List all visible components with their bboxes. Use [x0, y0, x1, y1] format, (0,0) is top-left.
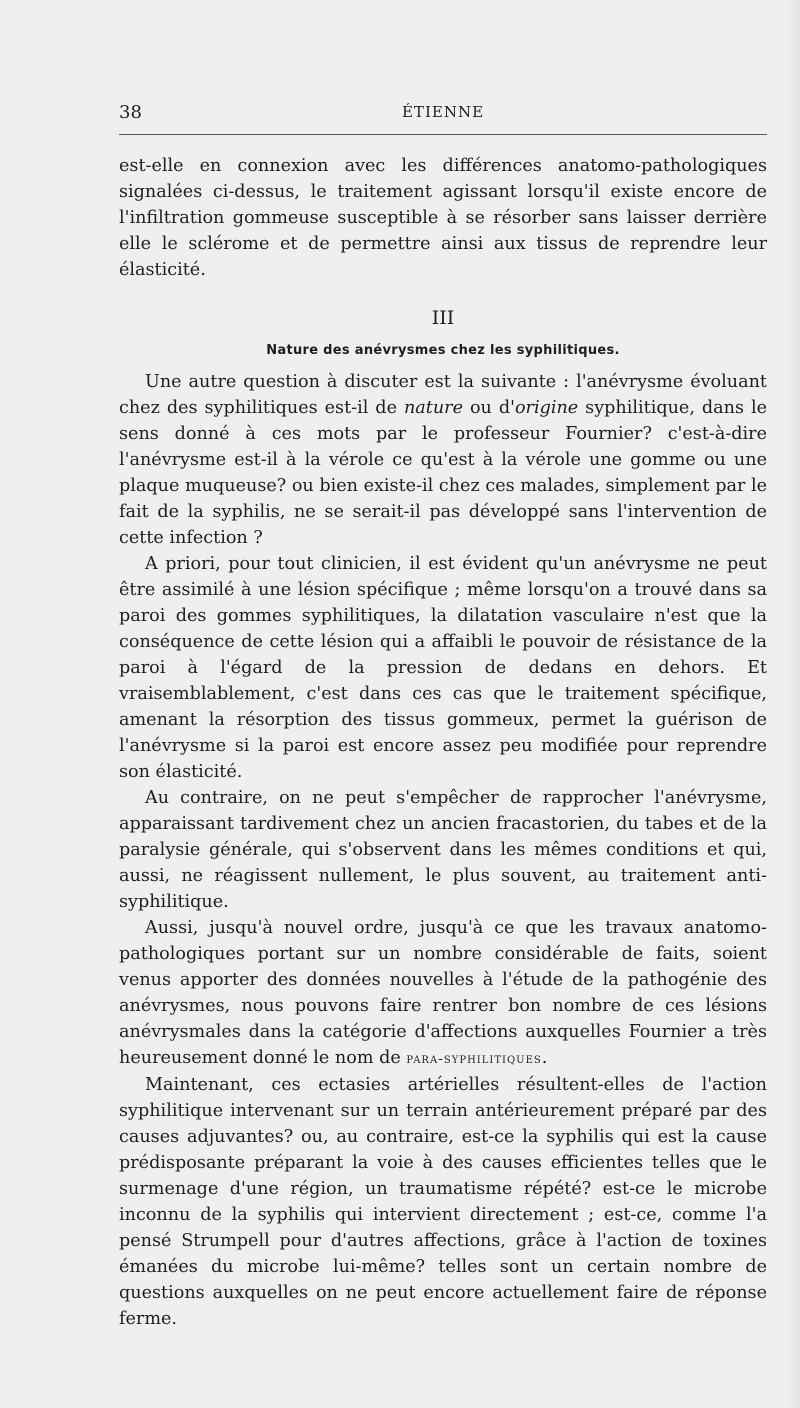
paragraph-6: Maintenant, ces ectasies artérielles résultent-elles de l'action syphilitique intervenant sur un terrain antérieurement préparé par des causes adjuvantes? ou, au contraire, est-ce la syphilis qui est la cause prédisposante préparant la voie à des causes efficientes telles que le surmenage d'une région, un traumatisme répété? est-ce le microbe inconnu de la syphilis qui intervient directement ; est-ce, comme l'a pensé Strumpell pour d'autres affections, grâce à l'action de toxines émanées du microbe lui-même? telles sont un certain nombre de questions auxquelles on ne peut encore actuellement faire de réponse ferme. [119, 1075, 767, 1329]
paragraph-2-text-1: Une autre question à discuter est la suivante : l'anévrysme évoluant chez des syphilitiques est-il de [119, 372, 767, 418]
paragraph-2 [119, 369, 767, 551]
paragraph-4: Au contraire, on ne peut s'empêcher de rapprocher l'anévrysme, apparaissant tardivement chez un ancien fracastorien, du tabes et de la paralysie générale, qui s'observent dans les mêmes conditions et qui, aussi, ne réagissent nullement, le plus souvent, au traitement anti-syphilitique. [119, 788, 767, 912]
italic-nature: nature [403, 398, 463, 418]
scan-edge-shadow [786, 0, 800, 1408]
smallcaps-para-syphilitiques: para-syphilitiques [406, 1051, 542, 1067]
running-title: ÉTIENNE [401, 103, 485, 121]
page-header [119, 102, 767, 126]
section-title: Nature des anévrysmes chez les syphilitiques. [266, 343, 620, 358]
italic-origine: origine [514, 398, 579, 418]
paragraph-3: A priori, pour tout clinicien, il est évident qu'un anévrysme ne peut être assimilé à une lésion spécifique ; même lorsqu'on a trouvé dans sa paroi des gommes syphilitiques, la dilatation vasculaire n'est que la conséquence de cette lésion qui a affaibli le pouvoir de résistance de la paroi à l'égard de la pression de dedans en dehors. Et vraisemblablement, c'est dans ces cas que le traitement spécifique, amenant la résorption des tissus gommeux, permet la guérison de l'anévrysme si la paroi est encore assez peu modifiée pour reprendre son élasticité. [119, 554, 767, 782]
paragraph-5-text-1: Aussi, jusqu'à nouvel ordre, jusqu'à ce que les travaux anatomo-pathologiques portant sur un nombre considérable de faits, soient venus apporter des données nouvelles à l'étude de la pathogénie des anévrysmes, nous pouvons faire rentrer bon nombre de ces lésions anévrysmales dans la catégorie d'affections auxquelles Fournier a très heureusement donné le nom de [119, 918, 767, 1068]
paragraph-5 [119, 915, 767, 1072]
paragraph-2-text-3: syphilitique, dans le sens donné à ces mots par le professeur Fournier? c'est-à-dire l'anévrysme est-il à la vérole ce qu'est à la vérole une gomme ou une plaque muqueuse? ou bien existe-il chez ces malades, simplement par le fait de la syphilis, ne se serait-il pas développé sans l'intervention de cette infection ? [119, 398, 767, 548]
paragraph-1: est-elle en connexion avec les différences anatomo-pathologiques signalées ci-dessus, le traitement agissant lorsqu'il existe encore de l'infiltration gommeuse susceptible à se résorber sans laisser derrière elle le sclérome et de permettre ainsi aux tissus de reprendre leur élasticité. [119, 156, 767, 280]
header-rule [119, 134, 767, 135]
paragraph-5-text-2: . [541, 1048, 548, 1068]
section-numeral: III [431, 307, 455, 329]
page-number: 38 [119, 102, 142, 123]
page-body [119, 153, 767, 1332]
paragraph-2-text-2: ou d' [463, 398, 515, 418]
